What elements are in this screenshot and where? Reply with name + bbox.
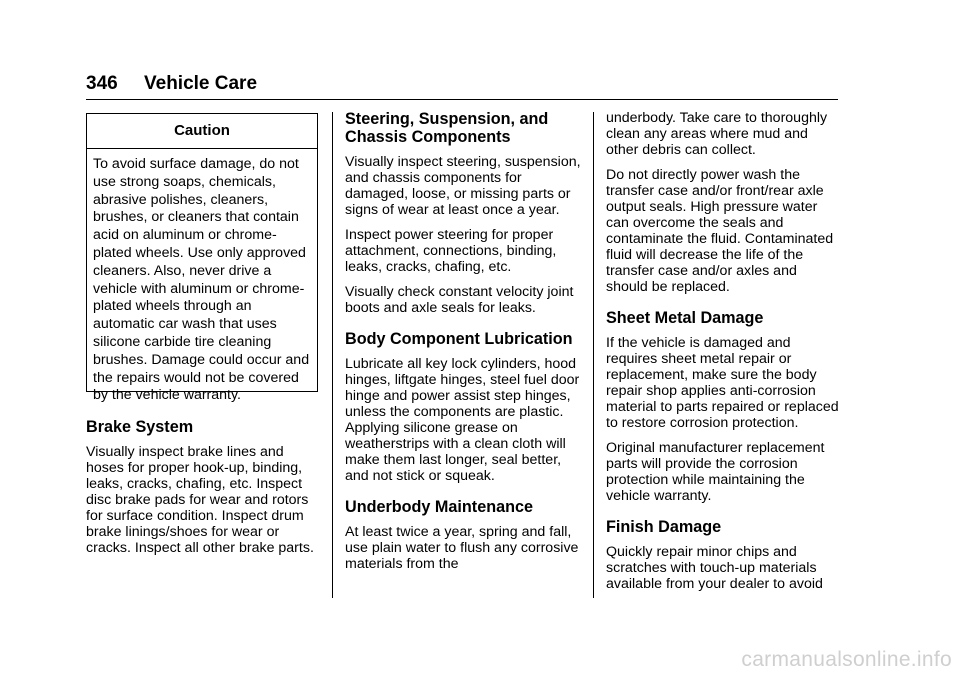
column-middle [345,110,581,581]
finish-damage-text: Quickly repair minor chips and scratches with touch-up materials available from your dealer to avoid [606,544,823,592]
page-header [86,73,257,95]
steering-heading: Steering, Suspension, and Chassis Components [345,110,549,146]
sheet-metal-text-1: If the vehicle is damaged and requires sheet metal repair or replacement, make sure the body repair shop applies anti-corrosion material to parts repaired or replaced to restore corrosion protection. [606,335,839,431]
column-divider-1 [332,112,333,598]
steering-text-3: Visually check constant velocity joint boots and axle seals for leaks. [345,284,574,316]
caution-text: To avoid surface damage, do not use strong soaps, chemicals, abrasive polishes, cleaners, brushes, or cleaners that contain acid on aluminum or chrome-plated wheels. Use only approved cleaners. Also, never drive a vehicle with aluminum or chrome-plated wheels through an automatic car wash that uses silicone carbide tire cleaning brushes. Damage could occur and the repairs would not be covered by the vehicle warranty. [93,156,310,404]
steering-text-1: Visually inspect steering, suspension, and chassis components for damaged, loose, or missing parts or signs of wear at least once a year. [345,154,581,218]
sheet-metal-heading: Sheet Metal Damage [606,309,764,327]
underbody-heading: Underbody Maintenance [345,498,533,516]
page-number: 346 [86,73,118,94]
steering-text-2: Inspect power steering for proper attachment, connections, binding, leaks, cracks, chafing, etc. [345,227,557,275]
body-lubrication-text: Lubricate all key lock cylinders, hood hinges, liftgate hinges, steel fuel door hinge and power assist step hinges, unless the components are plastic. Applying silicone grease on weatherstrips with a clean cloth will make them last longer, seal better, and not stick or squeak. [345,356,580,484]
caution-title: Caution [87,114,317,149]
brake-system-text: Visually inspect brake lines and hoses for proper hook-up, binding, leaks, cracks, chafing, etc. Inspect disc brake pads for wear and rotors for surface condition. Inspect drum brake linings/shoes for wear or cracks. Inspect all other brake parts. [86,444,314,556]
sheet-metal-text-2: Original manufacturer replacement parts will provide the corrosion protection while maintaining the vehicle warranty. [606,440,825,504]
header-rule [86,99,838,100]
brake-system-heading: Brake System [86,418,194,436]
column-left [86,110,318,565]
underbody-text-2: Do not directly power wash the transfer case and/or front/rear axle output seals. High pressure water can overcome the seals and contaminate the fluid. Contaminated fluid will decrease the life of the transfer case and/or axles and should be replaced. [606,167,834,295]
section-title: Vehicle Care [144,73,258,94]
column-divider-2 [593,112,594,598]
body-lubrication-heading: Body Component Lubrication [345,330,573,348]
finish-damage-heading: Finish Damage [606,518,722,536]
caution-box [86,113,318,404]
underbody-text-1-continued: underbody. Take care to thoroughly clean any areas where mud and other debris can collect. [606,110,828,158]
underbody-text-1: At least twice a year, spring and fall, use plain water to flush any corrosive materials from the [345,524,579,572]
watermark: carmanualsonline.info [741,648,952,671]
column-right [606,110,840,601]
